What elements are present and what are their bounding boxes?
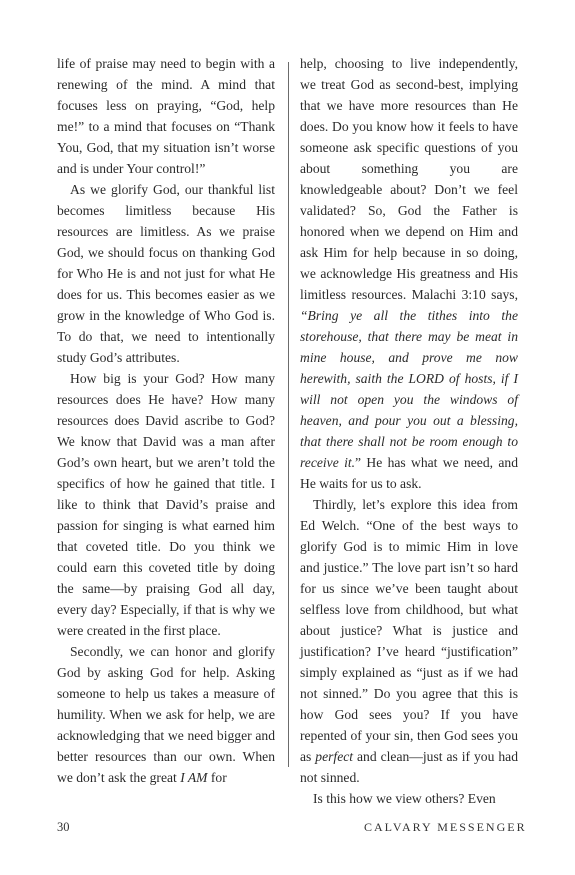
column-divider [288,62,289,767]
paragraph [300,788,518,809]
left-column [57,53,275,788]
paragraph [57,368,275,641]
paragraph-text: help, choosing to live independently, we treat God as second-best, implying that we have more resources than He does. Do you know how it feels to have someone ask specific questions of you about something you are knowledgeable about? Don’t we feel validated? So, God the Father is honored when we depend on Him and ask Him for help because in so doing, we acknowledge His greatness and His limitless resources. Malachi 3:10 says, [300,56,518,302]
paragraph-text: ” He has what we need, and He waits for us to ask. [300,455,518,491]
paragraph [300,53,518,494]
page-number: 30 [57,820,70,834]
paragraph [57,179,275,368]
running-head: CALVARY MESSENGER [364,820,527,834]
paragraph-text: As we glorify God, our thankful list becomes limitless because His resources are limitless. As we praise God, we should focus on thanking God for Who He is and not just for what He does for us. This becomes easier as we grow in the knowledge of Who God is. To do that, we need to intentionally study God’s attributes. [57,182,275,365]
paragraph [57,641,275,788]
italic-text: I AM [180,770,208,785]
paragraph [57,53,275,179]
paragraph-text: Is this how we view others? Even [313,791,496,806]
paragraph-text: How big is your God? How many resources does He have? How many resources does David ascribe to God? We know that David was a man after God’s own heart, but we aren’t told the specifics of how he gained that title. I like to think that David’s praise and passion for singing is what earned him that coveted title. Do you think we could earn this coveted title by doing the same—by praising God all day, every day? Especially, if that is why we were created in the first place. [57,371,275,638]
italic-text: perfect [315,749,354,764]
paragraph-text: Thirdly, let’s explore this idea from Ed Welch. “One of the best ways to glorify God is to mimic Him in love and justice.” The love part isn’t so hard for us since we’ve been taught about selfless love from childhood, but what about justice? What is justice and justification? I’ve heard “justification” simply explained as “just as if we had not sinned.” Do you agree that this is how God sees you? If you have repented of your sin, then God sees you as [300,497,518,764]
paragraph-text: Secondly, we can honor and glorify God by asking God for help. Asking someone to help us takes a measure of humility. When we ask for help, we are acknowledging that we need bigger and better resources than our own. When we don’t ask the great [57,644,275,785]
paragraph-text: life of praise may need to begin with a renewing of the mind. A mind that focuses less on praying, “God, help me!” to a mind that focuses on “Thank You, God, that my situation isn’t worse and is under Your control!” [57,56,275,176]
scripture-quote: “Bring ye all the tithes into the storehouse, that there may be meat in mine house, and prove me now herewith, saith the LORD of hosts, if I will not open you the windows of heaven, and pour you out a blessing, that there shall not be room enough to receive it. [300,308,518,470]
paragraph-text: for [207,770,227,785]
paragraph-text: and clean—just as if you had not sinned. [300,749,518,785]
right-column [300,53,518,809]
paragraph [300,494,518,788]
